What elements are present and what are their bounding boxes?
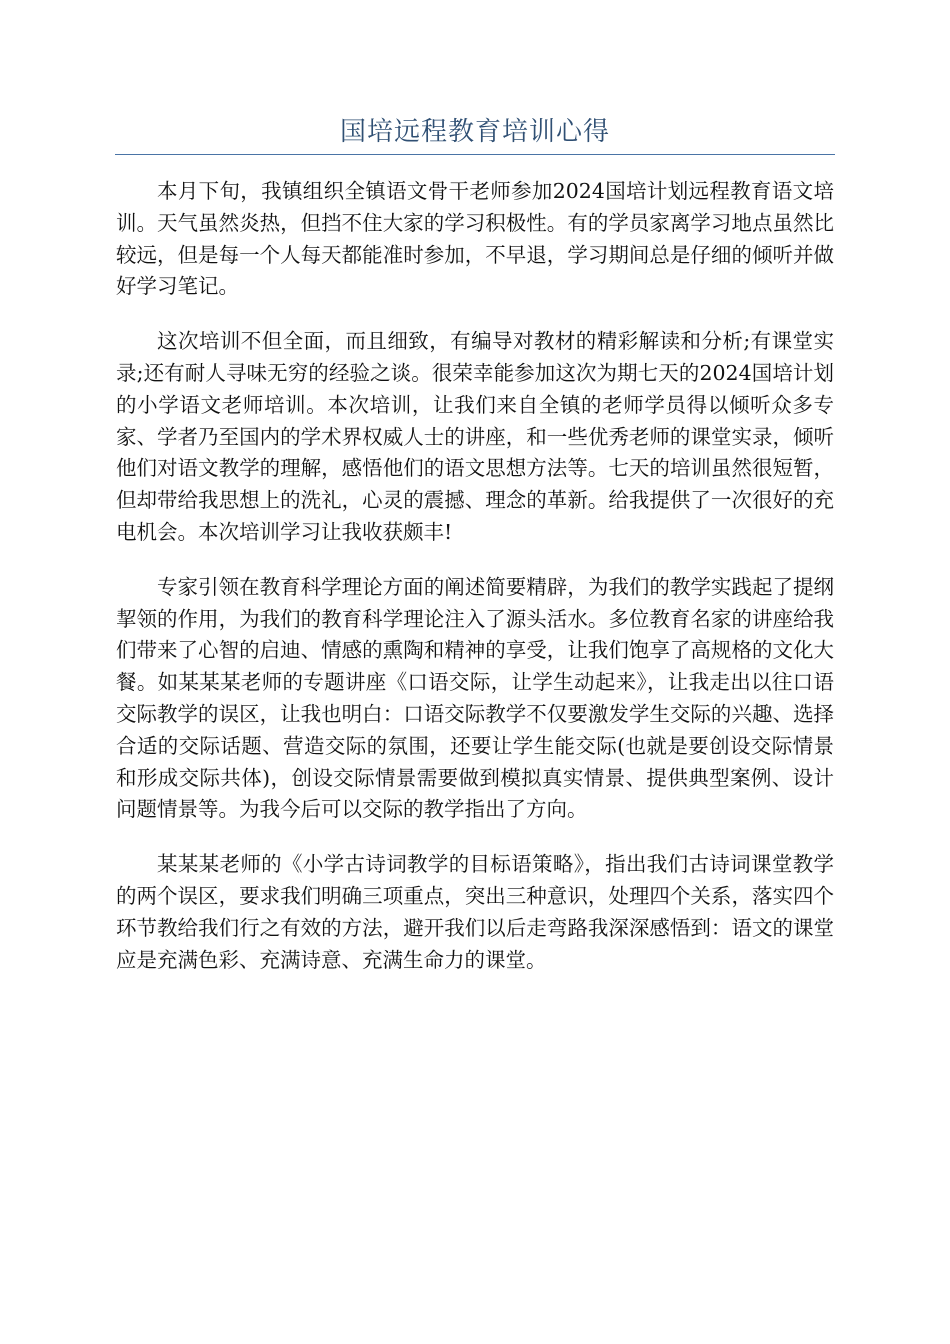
paragraph-4: 某某某老师的《小学古诗词教学的目标语策略》，指出我们古诗词课堂教学的两个误区，要求我们明确三项重点，突出三种意识，处理四个关系，落实四个环节教给我们行之有效的方法，避开我们以后走弯路我深深感悟到：语文的课堂应是充满色彩、充满诗意、充满生命力的课堂。	[116, 852, 834, 972]
document-title: 国培远程教育培训心得	[339, 117, 610, 147]
paragraph-1: 本月下旬，我镇组织全镇语文骨干老师参加2024国培计划远程教育语文培训。天气虽然炎热，但挡不住大家的学习积极性。有的学员家离学习地点虽然比较远，但是每一个人每天都能准时参加，不早退，学习期间总是仔细的倾听并做好学习笔记。	[116, 179, 834, 299]
paragraph-2: 这次培训不但全面，而且细致，有编导对教材的精彩解读和分析;有课堂实录;还有耐人寻味无穷的经验之谈。很荣幸能参加这次为期七天的2024国培计划的小学语文老师培训。本次培训，让我们来自全镇的老师学员得以倾听众多专家、学者乃至国内的学术界权威人士的讲座，和一些优秀老师的课堂实录，倾听他们对语文教学的理解，感悟他们的语文思想方法等。七天的培训虽然很短暂，但却带给我思想上的洗礼，心灵的震撼、理念的革新。给我提供了一次很好的充电机会。本次培训学习让我收获颇丰!	[116, 329, 834, 544]
document-body	[116, 176, 834, 999]
title-divider	[115, 154, 835, 155]
paragraph-3: 专家引领在教育科学理论方面的阐述简要精辟，为我们的教学实践起了提纲挈领的作用，为我们的教育科学理论注入了源头活水。多位教育名家的讲座给我们带来了心智的启迪、情感的熏陶和精神的享受，让我们饱享了高规格的文化大餐。如某某某老师的专题讲座《口语交际，让学生动起来》，让我走出以往口语交际教学的误区，让我也明白：口语交际教学不仅要激发学生交际的兴趣、选择合适的交际话题、营造交际的氛围，还要让学生能交际(也就是要创设交际情景和形成交际共体)，创设交际情景需要做到模拟真实情景、提供典型案例、设计问题情景等。为我今后可以交际的教学指出了方向。	[116, 574, 834, 822]
